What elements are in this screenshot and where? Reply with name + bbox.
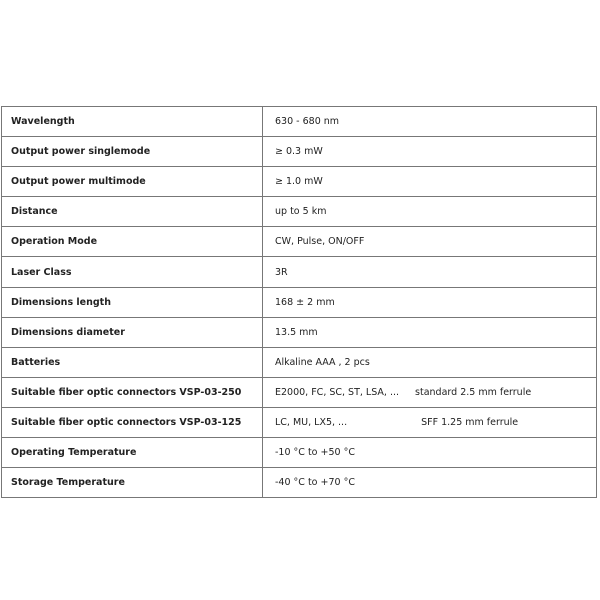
spec-value [263, 468, 597, 498]
table-row [2, 287, 597, 317]
spec-label: Operating Temperature [2, 438, 263, 468]
spec-value-text: -10 °C to +50 °C [275, 447, 355, 459]
spec-value [263, 317, 597, 347]
spec-label: Batteries [2, 347, 263, 377]
spec-value [263, 197, 597, 227]
spec-label: Operation Mode [2, 227, 263, 257]
spec-label: Dimensions length [2, 287, 263, 317]
table-row [2, 407, 597, 437]
spec-value-text: up to 5 km [275, 206, 327, 218]
spec-label: Output power multimode [2, 167, 263, 197]
spec-value [263, 287, 597, 317]
spec-label: Wavelength [2, 107, 263, 137]
table-row [2, 197, 597, 227]
spec-value-text: LC, MU, LX5, ... [275, 416, 348, 428]
table-row [2, 317, 597, 347]
table-row [2, 438, 597, 468]
spec-value-text: CW, Pulse, ON/OFF [275, 236, 365, 248]
spec-value [263, 107, 597, 137]
spec-value [263, 347, 597, 377]
spec-value-text: 630 - 680 nm [275, 116, 340, 128]
spec-value-text: 13.5 mm [275, 326, 318, 338]
spec-value-text: ≥ 1.0 mW [275, 176, 323, 188]
spec-value [263, 257, 597, 287]
spec-label: Dimensions diameter [2, 317, 263, 347]
spec-label: Suitable fiber optic connectors VSP-03-250 [2, 377, 263, 407]
table-row [2, 377, 597, 407]
spec-value-text: 3R [275, 266, 288, 278]
table-row [2, 167, 597, 197]
spec-value-text: ≥ 0.3 mW [275, 146, 323, 158]
table-row [2, 107, 597, 137]
table-row [2, 347, 597, 377]
table-row [2, 137, 597, 167]
spec-value [263, 438, 597, 468]
spec-label: Output power singlemode [2, 137, 263, 167]
table-row [2, 227, 597, 257]
spec-value-text: 168 ± 2 mm [275, 296, 335, 308]
spec-value [263, 227, 597, 257]
spec-value [263, 377, 597, 407]
spec-value-note: SFF 1.25 mm ferrule [421, 416, 519, 428]
spec-value [263, 407, 597, 437]
specifications-table [1, 106, 597, 498]
spec-label: Storage Temperature [2, 468, 263, 498]
spec-label: Laser Class [2, 257, 263, 287]
spec-label: Suitable fiber optic connectors VSP-03-125 [2, 407, 263, 437]
spec-value [263, 167, 597, 197]
table-row [2, 257, 597, 287]
spec-value-text: Alkaline AAA , 2 pcs [275, 356, 370, 368]
spec-value-text: E2000, FC, SC, ST, LSA, ... [275, 386, 400, 398]
spec-label: Distance [2, 197, 263, 227]
table-row [2, 468, 597, 498]
spec-value-text: -40 °C to +70 °C [275, 477, 355, 489]
spec-value [263, 137, 597, 167]
spec-value-note: standard 2.5 mm ferrule [415, 386, 532, 398]
